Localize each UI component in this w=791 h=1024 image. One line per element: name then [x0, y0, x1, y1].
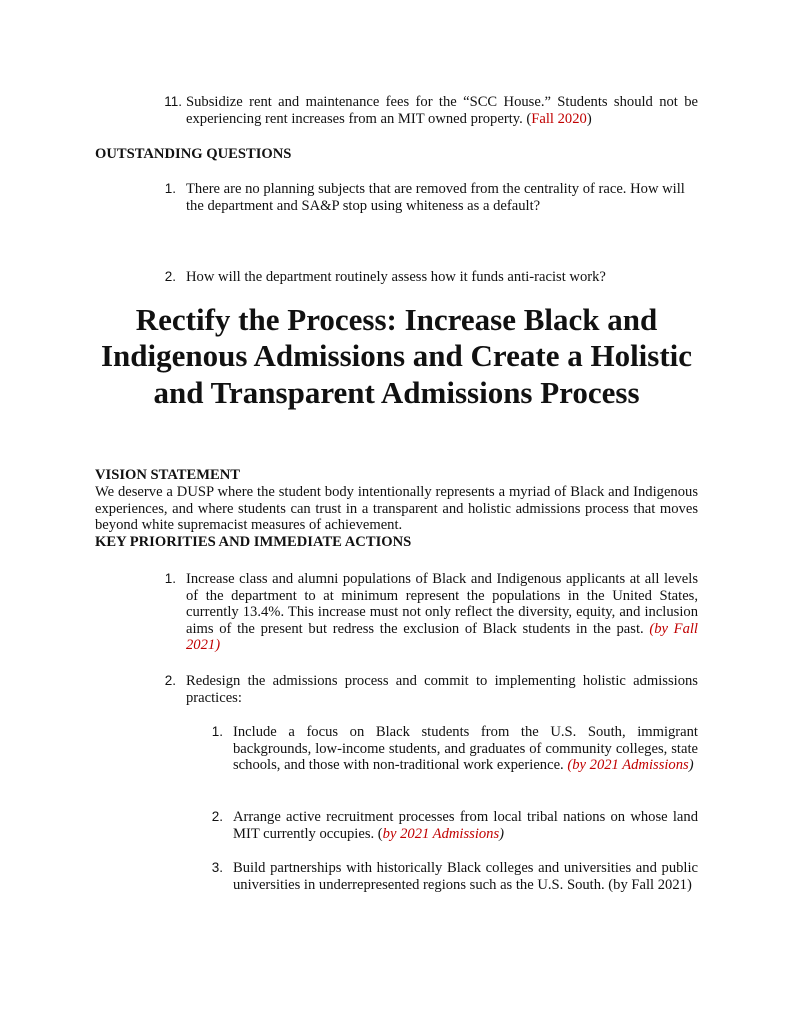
subitem-1: Include a focus on Black students from the U.S. South, immigrant backgrounds, low-income students, and graduates of community colleges, state schools, and those with non-traditional work experience. (by 2021 Admissions) [233, 724, 698, 773]
deadline: (by Fall 2021) [186, 620, 698, 653]
list-number: 2. [164, 269, 176, 284]
priority-2: Redesign the admissions process and commit to implementing holistic admissions practices: [186, 673, 698, 706]
item-text: Include a focus on Black students from the U.S. South, immigrant backgrounds, low-income students, and graduates of community colleges, state schools, and those with non-traditional work experience. [233, 724, 698, 773]
item-text: Subsidize rent and maintenance fees for the “SCC House.” Students should not be experiencing rent increases from an MIT owned property. ( [186, 94, 698, 127]
list-number: 1. [164, 571, 176, 586]
list-number: 1. [164, 181, 176, 196]
vision-heading: VISION STATEMENT [95, 467, 241, 483]
subitem-3: Build partnerships with historically Black colleges and universities and public universities in underrepresented regions such as the U.S. South. (by Fall 2021) [233, 860, 698, 893]
priority-1 [186, 571, 698, 654]
list-number: 2. [164, 673, 176, 688]
item-text: Increase class and alumni populations of Black and Indigenous applicants at all levels of the department to at minimum represent the populations in the United States, currently 13.4%. This increase must not only reflect the diversity, equity, and inclusion aims of the present but redress the exclusion of Black students in the past. [186, 571, 698, 637]
list-number: 2. [211, 809, 223, 824]
subitem-2 [233, 809, 698, 842]
deadline: by 2021 Admissions [382, 825, 500, 842]
paren: ) [586, 110, 592, 127]
section-title: Rectify the Process: Increase Black and Indigenous Admissions and Create a Holistic and Transparent Admissions Process [100, 302, 693, 410]
priorities-heading: KEY PRIORITIES AND IMMEDIATE ACTIONS [95, 534, 412, 550]
list-item-text [186, 94, 698, 127]
question-2: How will the department routinely assess how it funds anti-racist work? [186, 269, 606, 285]
question-1: There are no planning subjects that are removed from the centrality of race. How will the department and SA&P stop using whiteness as a default? [186, 181, 685, 214]
list-number: 1. [211, 724, 223, 739]
paren: ) [499, 825, 505, 842]
vision-text: We deserve a DUSP where the student body intentionally represents a myriad of Black and Indigenous experiences, and where students can trust in a transparent and holistic admissions process that moves beyond white supremacist measures of achievement. [95, 484, 698, 533]
deadline: (by 2021 Admissions [567, 757, 689, 773]
outstanding-questions-heading: OUTSTANDING QUESTIONS [95, 146, 292, 162]
list-number: 11. [164, 94, 182, 109]
list-number: 3. [211, 860, 223, 875]
item-text: Arrange active recruitment processes from local tribal nations on whose land MIT currently occupies. ( [233, 809, 698, 842]
deadline: Fall 2020 [531, 110, 587, 127]
